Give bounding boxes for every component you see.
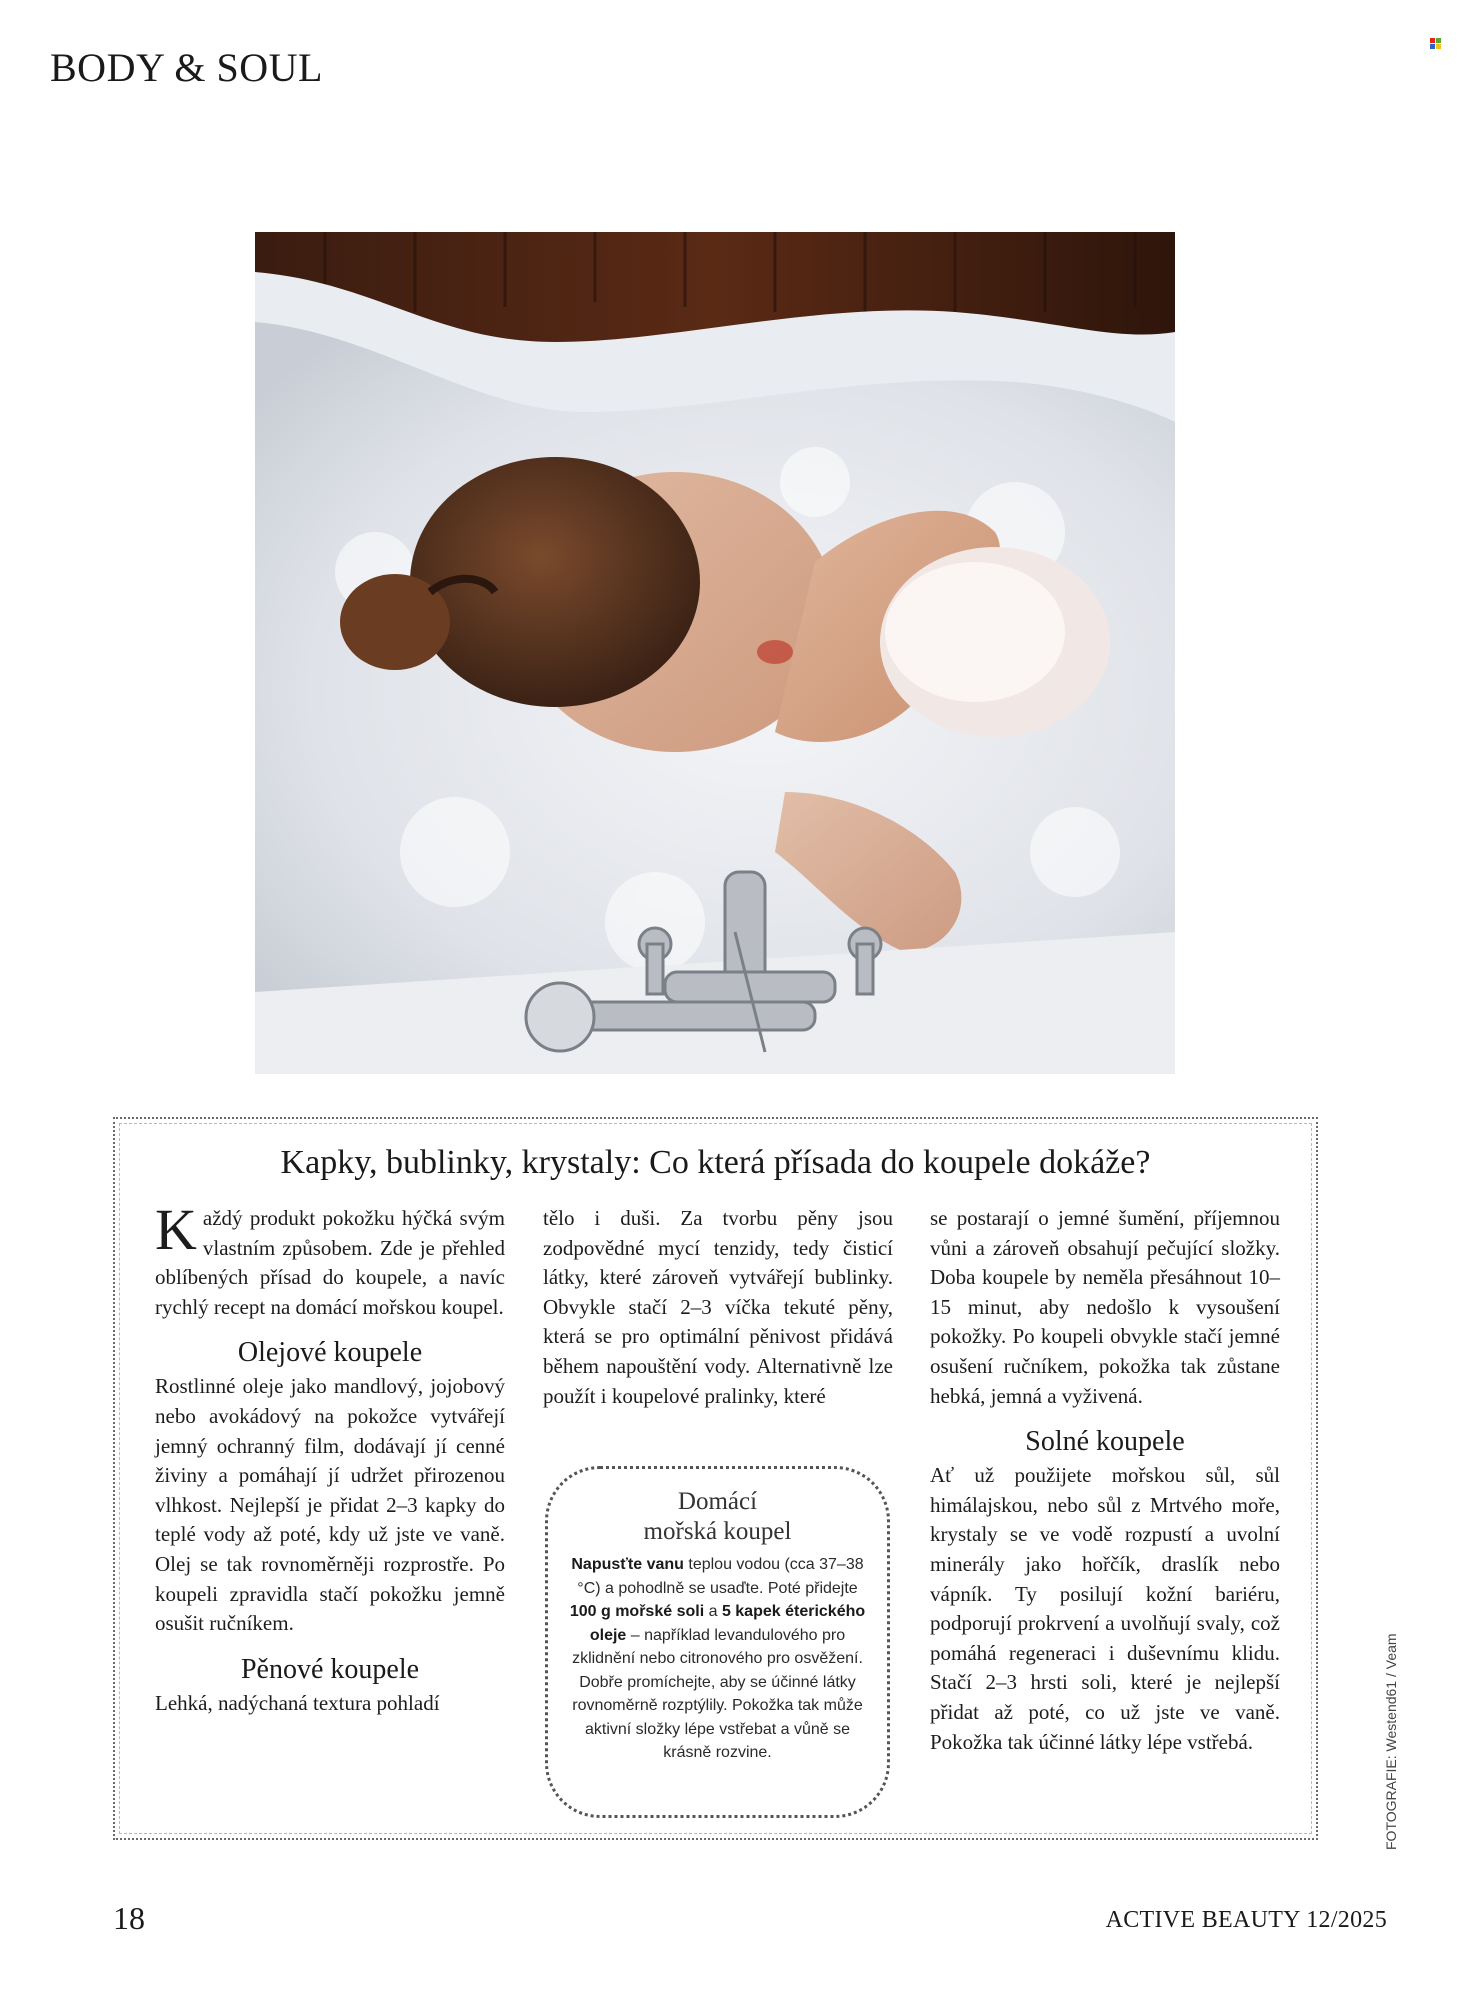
recipe-title: Domácí mořská koupel [643, 1488, 792, 1545]
column-1 [155, 1197, 505, 1718]
column-2 [543, 1204, 893, 1411]
oil-text: Rostlinné oleje jako mandlový, jojobový nebo avokádový na pokožce vytvářejí jemný ochranný film, dodávají jí cenné živiny a pomáhají jí udržet přirozenou vlhkost. Nejlepší je přidat 2–3 kapky do teplé vody až poté, kdy už jste ve vaně. Olej se tak rovnoměrněji rozprostře. Po koupeli zpravidla stačí pokožku jemně osušit ručníkem. [155, 1374, 505, 1636]
column-3 [930, 1204, 1280, 1757]
page-number: 18 [113, 1900, 145, 1936]
woman-in-bath-photo [255, 232, 1175, 1074]
salt-heading: Solné koupele [1025, 1426, 1185, 1458]
photo-credit: FOTOGRAFIE: Westend61 / Veam [1383, 1633, 1399, 1850]
foam-text-middle: tělo i duši. Za tvorbu pěny jsou zodpovědné mycí tenzidy, tedy čisticí látky, které zároveň vytvářejí bublinky. Obvykle stačí 2–3 víčka tekuté pěny, která se pro optimální pěnivost přidává během napouštění vody. Alternativně lze použít i koupelové pralinky, které [543, 1206, 893, 1408]
oil-heading: Olejové koupele [237, 1337, 423, 1369]
drop-cap: K [155, 1197, 197, 1262]
foam-text-end: se postarají o jemné šumění, příjemnou vůni a zároveň obsahují pečující složky. Doba koupele by neměla přesáhnout 10–15 minut, aby nedošlo k vysoušení pokožky. Po koupeli obvykle stačí jemné osušení ručníkem, pokožka tak zůstane hebká, jemná a vyživená. [930, 1206, 1280, 1408]
recipe-card [545, 1466, 890, 1818]
recipe-text: Napusťte vanu teplou vodou (cca 37–38 °C) a pohodlně se usaďte. Poté přidejte 100 g mořské soli a 5 kapek éterického oleje – například levandulového pro zklidnění nebo citronového pro osvěžení. Dobře promíchejte, aby se účinné látky rovnoměrně rozptýlily. Pokožka tak může aktivní složky lépe vstřebat a vůně se krásně rozvine. [569, 1556, 866, 1761]
box-title: Kapky, bublinky, krystaly: Co která přísada do koupele dokáže? [280, 1144, 1151, 1181]
logo-mark [1430, 38, 1442, 50]
magazine-issue: ACTIVE BEAUTY 12/2025 [1105, 1907, 1387, 1933]
foam-text-start: Lehká, nadýchaná textura pohladí [155, 1690, 440, 1715]
salt-text: Ať už použijete mořskou sůl, sůl himálajskou, nebo sůl z Mrtvého moře, krystaly se ve vodě rozpustí a uvolní minerály jako hořčík, draslík nebo vápník. Ty posilují kožní bariéru, podporují prokrvení a uvolňují svaly, což pomáhá regeneraci i duševnímu klidu. Stačí 2–3 hrsti soli, které je nejlepší přidat až poté, co už jste ve vaně. Pokožka tak účinné látky lépe vstřebá. [930, 1463, 1280, 1754]
foam-heading: Pěnové koupele [240, 1653, 420, 1685]
section-label: BODY & SOUL [50, 45, 323, 90]
intro-paragraph: Každý produkt pokožku hýčká svým vlastním způsobem. Zde je přehled oblíbených přísad do koupele, a navíc rychlý recept na domácí mořskou koupel. [155, 1197, 505, 1319]
info-box [113, 1117, 1318, 1840]
